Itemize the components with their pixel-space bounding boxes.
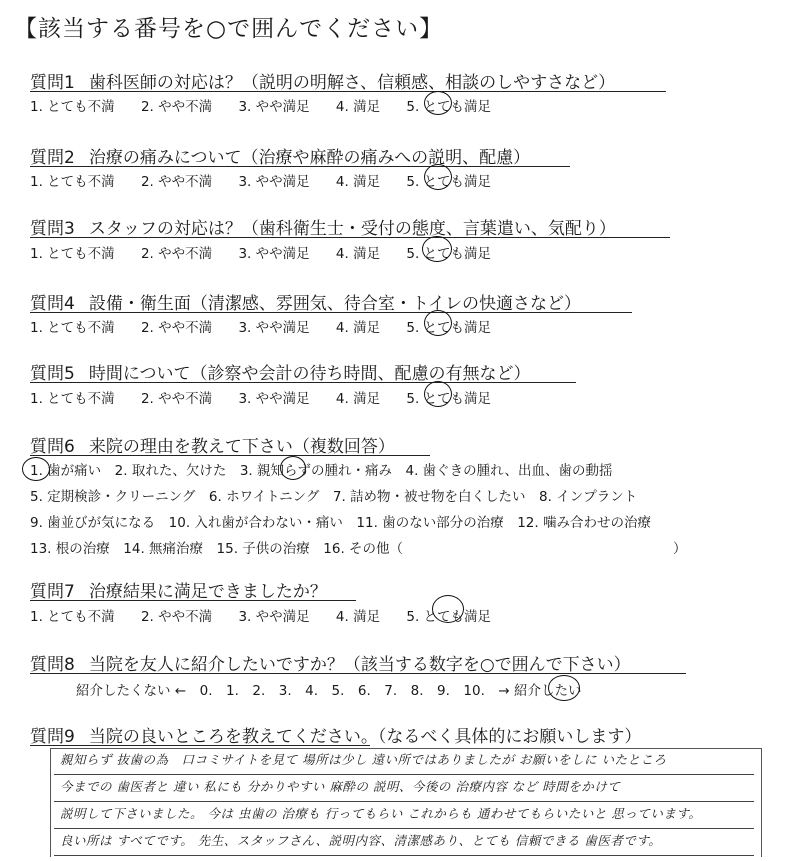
answer-circle — [424, 91, 452, 115]
option-1[interactable]: 1. とても不満 — [30, 320, 115, 336]
option-2[interactable]: 2. やや不満 — [140, 391, 213, 407]
comment-line: 今までの 歯医者と 違い 私にも 分かりやすい 麻酔の 説明、今後の 治療内容 など 時間をかけて — [54, 775, 754, 802]
question-text: 治療結果に満足できましたか？ — [88, 582, 327, 602]
answer-scale-4 — [30, 316, 491, 336]
question-2 — [30, 143, 530, 168]
question-number: 質問3 — [30, 219, 75, 239]
question-text: 来院の理由を教えて下さい（複数回答） — [88, 437, 395, 457]
comment-line: 親知らず 抜歯の為 口コミサイトを見て 場所は少し 遠い所ではありましたが お願いをしに いたところ — [54, 748, 754, 775]
question-number: 質問4 — [30, 294, 75, 314]
answer-circle — [432, 595, 464, 623]
reason-options-line-2[interactable]: 5. 定期検診・クリーニング 6. ホワイトニング 7. 詰め物・被せ物を白くしたい 8. インプラント — [30, 489, 638, 505]
option-5[interactable]: 5. とても満足 — [406, 320, 492, 336]
answer-circle — [422, 236, 452, 262]
answer-scale-5 — [30, 387, 491, 407]
question-number: 質問9 — [30, 727, 75, 747]
option-4[interactable]: 4. 満足 — [335, 320, 381, 336]
option-1[interactable]: 1. とても不満 — [30, 609, 115, 625]
option-5[interactable]: 5. とても満足 — [406, 609, 492, 625]
question-number: 質問8 — [30, 655, 75, 675]
underline — [30, 237, 670, 238]
question-5 — [30, 359, 531, 384]
answer-circle — [424, 381, 452, 407]
option-1[interactable]: 1. とても不満 — [30, 246, 115, 262]
question-number: 質問6 — [30, 437, 75, 457]
option-3[interactable]: 3. やや満足 — [238, 174, 310, 190]
question-4 — [30, 289, 581, 314]
question-7 — [30, 577, 327, 602]
question-text: スタッフの対応は？（歯科衛生士・受付の態度、言葉遣い、気配り） — [88, 219, 616, 239]
option-5[interactable]: 5. とても満足 — [406, 246, 492, 262]
underline — [30, 745, 370, 746]
option-4[interactable]: 4. 満足 — [335, 609, 381, 625]
question-number: 質問1 — [30, 73, 75, 93]
reason-options-line-1[interactable]: 1. 歯が痛い 2. 取れた、欠けた 3. 親知らずの腫れ・痛み 4. 歯ぐきの腫れ、出血、歯の動揺 — [30, 463, 613, 479]
option-1[interactable]: 1. とても不満 — [30, 174, 115, 190]
question-number: 質問2 — [30, 148, 75, 168]
question-text: 当院の良いところを教えてください。（なるべく具体的にお願いします） — [88, 727, 642, 747]
option-3[interactable]: 3. やや満足 — [238, 246, 310, 262]
option-2[interactable]: 2. やや不満 — [140, 320, 213, 336]
option-3[interactable]: 3. やや満足 — [238, 609, 310, 625]
underline — [30, 382, 576, 383]
recommend-scale[interactable]: 紹介したくない ← 0. 1. 2. 3. 4. 5. 6. 7. 8. 9. 10. → 紹介したい — [76, 683, 582, 699]
reason-options-line-4[interactable]: 13. 根の治療 14. 無痛治療 15. 子供の治療 16. その他（ ） — [30, 541, 687, 557]
option-3[interactable]: 3. やや満足 — [238, 99, 310, 115]
page-title: 【該当する番号を○で囲んでください】 — [14, 16, 444, 42]
question-9 — [30, 722, 641, 747]
question-number: 質問5 — [30, 364, 75, 384]
option-2[interactable]: 2. やや不満 — [140, 174, 213, 190]
answer-scale-2 — [30, 170, 491, 190]
question-text: 歯科医師の対応は？（説明の明解さ、信頼感、相談のしやすさなど） — [88, 73, 616, 93]
question-3 — [30, 214, 616, 239]
option-1[interactable]: 1. とても不満 — [30, 99, 115, 115]
underline — [30, 673, 686, 674]
option-2[interactable]: 2. やや不満 — [140, 609, 213, 625]
comment-line: 説明して下さいました。 今は 虫歯の 治療も 行ってもらい これからも 通わせてもらいたいと 思っています。 — [54, 802, 754, 829]
option-4[interactable]: 4. 満足 — [335, 391, 381, 407]
underline — [30, 600, 356, 601]
answer-scale-1 — [30, 95, 491, 115]
option-2[interactable]: 2. やや不満 — [140, 246, 213, 262]
question-1 — [30, 68, 615, 93]
question-text: 治療の痛みについて（治療や麻酔の痛みへの説明、配慮） — [88, 148, 531, 168]
option-3[interactable]: 3. やや満足 — [238, 320, 310, 336]
answer-circle — [424, 310, 452, 336]
option-5[interactable]: 5. とても満足 — [406, 391, 492, 407]
question-text: 設備・衛生面（清潔感、雰囲気、待合室・トイレの快適さなど） — [88, 294, 581, 314]
underline — [30, 91, 666, 92]
option-4[interactable]: 4. 満足 — [335, 246, 381, 262]
handwritten-comments — [54, 748, 754, 856]
answer-circle — [280, 456, 306, 480]
question-8 — [30, 650, 631, 675]
answer-circle — [22, 457, 50, 481]
comment-line: 良い所は すべてです。 先生、スタッフさん、説明内容、清潔感あり、とても 信頼できる 歯医者です。 — [54, 829, 754, 856]
option-1[interactable]: 1. とても不満 — [30, 391, 115, 407]
underline — [30, 312, 632, 313]
question-number: 質問7 — [30, 582, 75, 602]
answer-circle — [548, 675, 580, 701]
option-5[interactable]: 5. とても満足 — [406, 174, 492, 190]
question-text: 時間について（診察や会計の待ち時間、配慮の有無など） — [88, 364, 531, 384]
question-text: 当院を友人に紹介したいですか？（該当する数字を○で囲んで下さい） — [88, 655, 631, 675]
reason-options-line-3[interactable]: 9. 歯並びが気になる 10. 入れ歯が合わない・痛い 11. 歯のない部分の治療 12. 噛み合わせの治療 — [30, 515, 651, 531]
option-4[interactable]: 4. 満足 — [335, 174, 381, 190]
answer-scale-7 — [30, 605, 491, 625]
answer-circle — [424, 164, 452, 190]
option-2[interactable]: 2. やや不満 — [140, 99, 213, 115]
option-4[interactable]: 4. 満足 — [335, 99, 381, 115]
underline — [30, 455, 430, 456]
underline — [30, 166, 570, 167]
option-3[interactable]: 3. やや満足 — [238, 391, 310, 407]
option-5[interactable]: 5. とても満足 — [406, 99, 492, 115]
question-6 — [30, 432, 395, 457]
